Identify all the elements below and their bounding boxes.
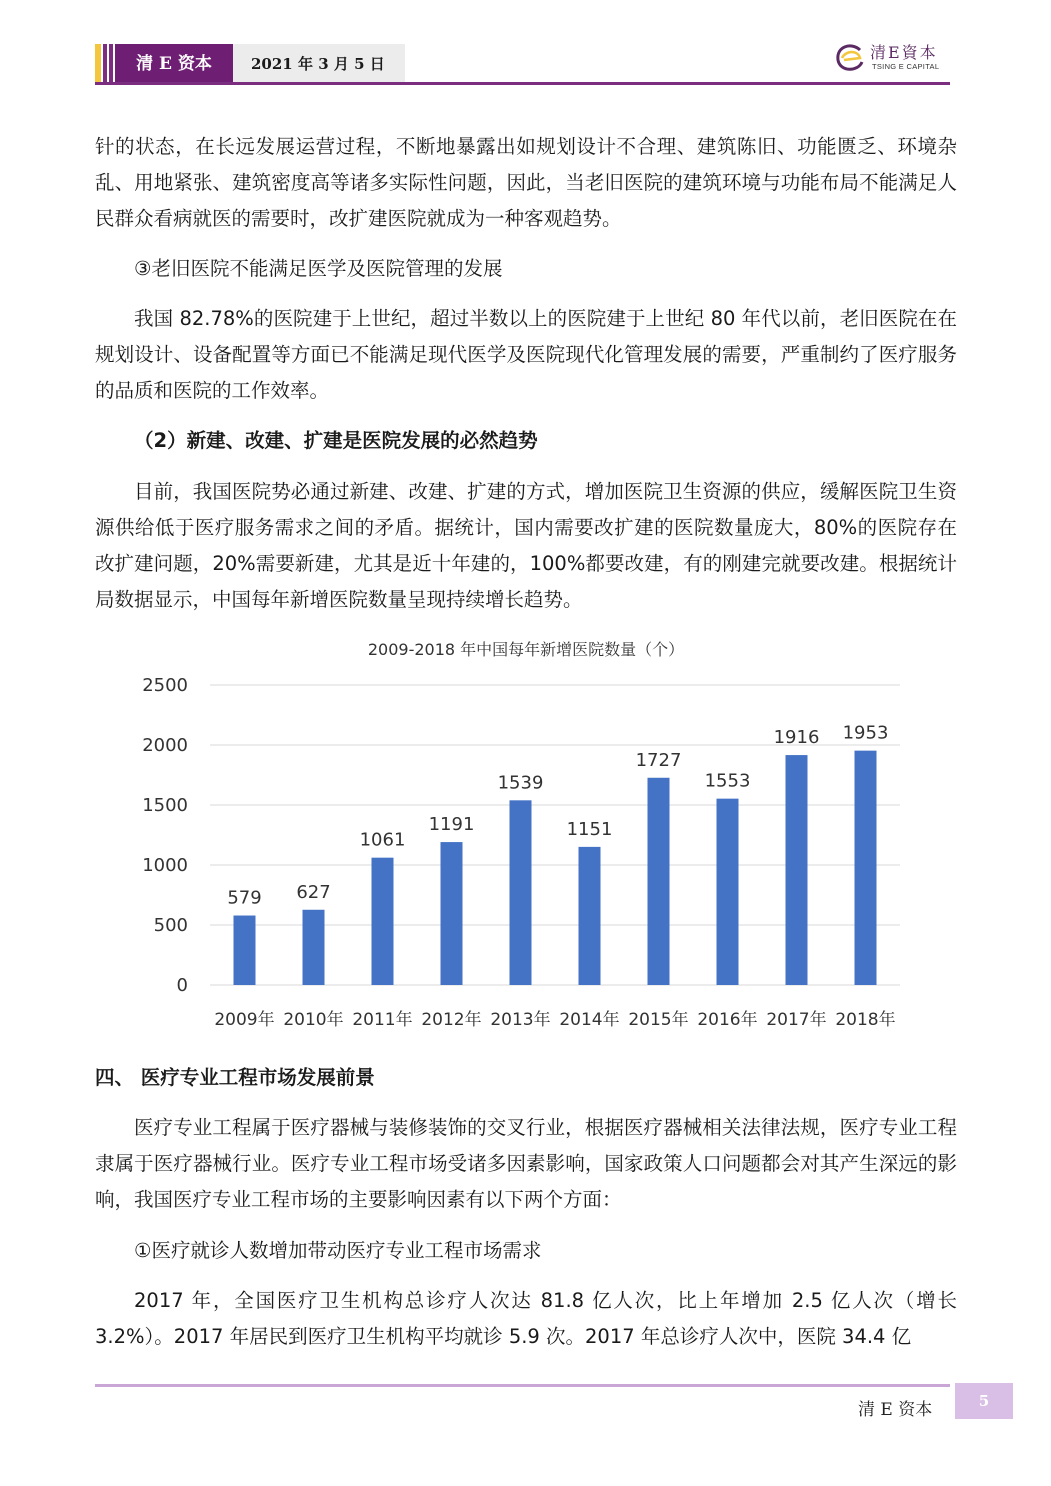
subheading: ①医疗就诊人数增加带动医疗专业工程市场需求	[134, 1239, 542, 1262]
bar	[855, 751, 877, 985]
header-date: 2021 年 3 月 5 日	[233, 44, 405, 84]
x-tick-label: 2009年	[214, 1010, 275, 1030]
data-label: 1916	[773, 727, 820, 749]
bar	[234, 916, 256, 985]
x-tick-label: 2018年	[835, 1010, 896, 1030]
paragraph: 目前，我国医院势必通过新建、改建、扩建的方式，增加医院卫生资源的供应，缓解医院卫生资源供给低于医疗服务需求之间的矛盾。据统计，国内需要改扩建的医院数量庞大，80%的医院存在改扩建问题，20%需要新建，尤其是近十年建的，100%都要改建，有的刚建完就要改建。根据统计局数据显示，中国每年新增医院数量呈现持续增长趋势。	[95, 480, 957, 611]
y-tick-label: 1000	[142, 855, 188, 876]
subheading: ③老旧医院不能满足医学及医院管理的发展	[134, 257, 503, 280]
paragraph: 2017 年，全国医疗卫生机构总诊疗人次达 81.8 亿人次，比上年增加 2.5 亿人次（增长 3.2%）。2017 年居民到医疗卫生机构平均就诊 5.9 次。2017 年总诊疗人次中，医院 34.4 亿	[95, 1289, 957, 1348]
bar	[717, 799, 739, 985]
header-purple-stripe	[103, 44, 107, 84]
bar	[372, 858, 394, 985]
y-tick-label: 0	[176, 975, 188, 996]
x-tick-label: 2014年	[559, 1010, 620, 1030]
paragraph: 我国 82.78%的医院建于上世纪，超过半数以上的医院建于上世纪 80 年代以前，老旧医院在在规划设计、设备配置等方面已不能满足现代医学及医院现代化管理发展的需要，严重制约了医疗服务的品质和医院的工作效率。	[95, 307, 957, 402]
paragraph: 针的状态，在长远发展运营过程，不断地暴露出如规划设计不合理、建筑陈旧、功能匮乏、环境杂乱、用地紧张、建筑密度高等诸多实际性问题，因此，当老旧医院的建筑环境与功能布局不能满足人民群众看病就医的需要时，改扩建医院就成为一种客观趋势。	[95, 135, 957, 230]
y-tick-label: 1500	[142, 795, 188, 816]
x-tick-label: 2016年	[697, 1010, 758, 1030]
header-brand: 清 E 资本	[115, 44, 233, 84]
bar	[579, 847, 601, 985]
data-label: 627	[296, 881, 331, 903]
x-tick-label: 2010年	[283, 1010, 344, 1030]
page-header	[95, 44, 950, 84]
header-divider	[95, 82, 950, 85]
logo-text: 清E資本	[870, 43, 938, 62]
x-tick-label: 2013年	[490, 1010, 551, 1030]
x-tick-label: 2012年	[421, 1010, 482, 1030]
bar	[303, 910, 325, 985]
bar-chart	[95, 660, 957, 1040]
bar	[648, 778, 670, 985]
footer-divider	[95, 1384, 950, 1387]
y-tick-label: 500	[153, 915, 188, 936]
section-heading: 四、 医疗专业工程市场发展前景	[95, 1066, 375, 1089]
bar	[786, 755, 808, 985]
company-logo	[830, 38, 950, 80]
bar	[510, 800, 532, 985]
paragraph: 医疗专业工程属于医疗器械与装修装饰的交叉行业，根据医疗器械相关法律法规，医疗专业工程隶属于医疗器械行业。医疗专业工程市场受诸多因素影响，国家政策人口问题都会对其产生深远的影响，我国医疗专业工程市场的主要影响因素有以下两个方面：	[95, 1116, 957, 1211]
data-label: 1539	[497, 772, 544, 794]
header-yellow-stripe	[95, 44, 101, 84]
x-tick-label: 2015年	[628, 1010, 689, 1030]
section-heading: （2）新建、改建、扩建是医院发展的必然趋势	[134, 429, 538, 452]
data-label: 1727	[635, 749, 682, 771]
y-tick-label: 2500	[142, 675, 188, 696]
data-label: 1553	[704, 770, 751, 792]
footer-brand: 清 E 资本	[858, 1400, 933, 1420]
data-label: 1061	[359, 829, 406, 851]
x-tick-label: 2017年	[766, 1010, 827, 1030]
data-label: 1953	[842, 722, 889, 744]
logo-swirl-icon	[830, 38, 870, 78]
data-label: 1191	[428, 814, 475, 836]
logo-subtext: TSING E CAPITAL	[872, 62, 940, 71]
y-tick-label: 2000	[142, 735, 188, 756]
x-tick-label: 2011年	[352, 1010, 413, 1030]
bar	[441, 842, 463, 985]
chart-title: 2009-2018 年中国每年新增医院数量（个）	[367, 640, 685, 659]
page-number: 5	[955, 1383, 1013, 1419]
header-purple-stripe	[109, 44, 113, 84]
data-label: 579	[227, 887, 262, 909]
data-label: 1151	[566, 818, 613, 840]
